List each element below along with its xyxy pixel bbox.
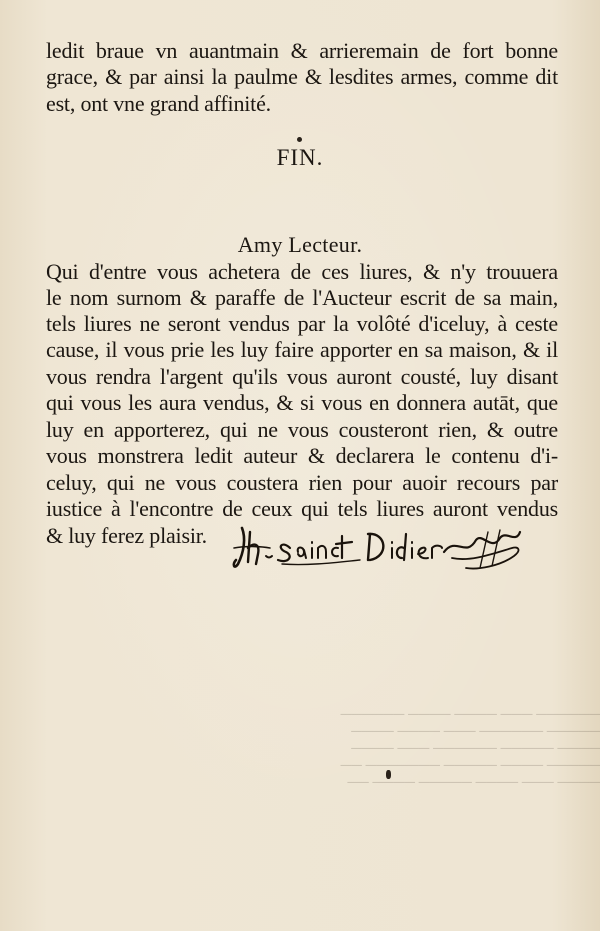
handwritten-signature — [230, 518, 530, 574]
text-line: Qui d'entre vous achetera de ces liures, & n'y trouuera — [46, 259, 558, 284]
text-line: ledit braue vn auantmain & arrieremain de fort bonne — [46, 38, 558, 63]
show-through-text: ────── ─── ──── ──── ────── ───── ────── ─── ──── ──── ──── ───── ────── ─── ──── ───── ──── ───── ─────── ── ──── ─── ──── ───── ──── ── — [340, 707, 600, 791]
text-line: tels liures ne seront vendus par la volôté d'iceluy, à ceste — [46, 311, 558, 336]
text-line: vous rendra l'argent qu'ils vous auront cousté, luy disant — [46, 364, 558, 389]
text-line: & luy ferez plaisir. — [46, 523, 207, 548]
text-line: iustice à l'encontre de ceux qui tels liures auront vendus — [46, 496, 558, 521]
text-line: le nom surnom & paraffe de l'Aucteur escrit de sa main, — [46, 285, 558, 310]
notice-title: Amy Lecteur. — [237, 232, 363, 257]
text-line: vous monstrera ledit auteur & declarera le contenu d'i- — [46, 443, 558, 468]
text-line: qui vous les aura vendus, & si vous en donnera autāt, que — [46, 390, 558, 415]
ornament-dot — [297, 137, 302, 142]
text-line: cause, il vous prie les luy faire apporter en sa maison, & il — [46, 337, 558, 362]
text-line: luy en apporterez, qui ne vous cousteront rien, & outre — [46, 417, 558, 442]
fin-heading: FIN. — [276, 145, 324, 170]
text-line: grace, & par ainsi la paulme & lesdites armes, comme dit — [46, 64, 558, 89]
text-line: est, ont vne grand affinité. — [46, 91, 271, 116]
text-line: celuy, qui ne vous coustera rien pour auoir recours par — [46, 470, 558, 495]
